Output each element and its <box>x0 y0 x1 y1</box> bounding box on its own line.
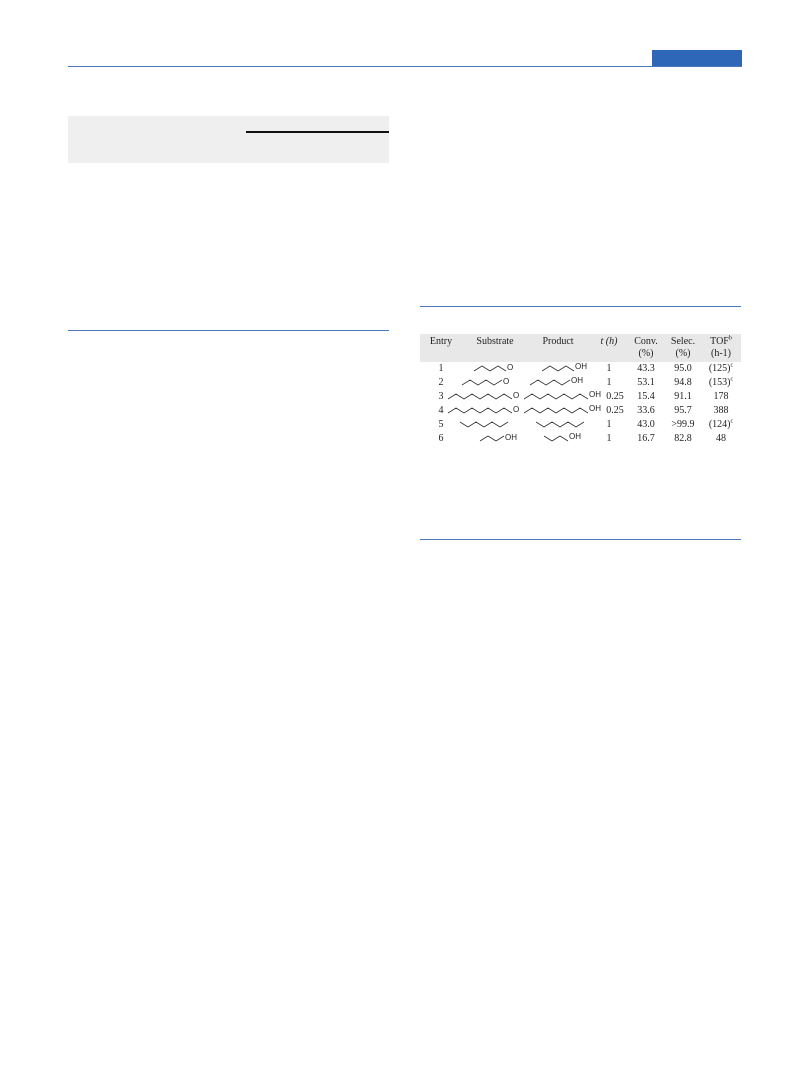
entry-cell: 1 <box>438 363 444 374</box>
tof-value: (153) <box>708 377 731 388</box>
conv-cell: 43.0 <box>637 419 655 430</box>
selec-cell: 95.0 <box>674 363 692 374</box>
tof-value: (125) <box>708 363 731 374</box>
tof-cell <box>704 405 738 417</box>
tof-cell <box>704 391 738 403</box>
tof-cell <box>704 433 738 445</box>
selec-cell: >99.9 <box>671 419 695 430</box>
table-row <box>420 432 741 446</box>
time-cell: 1 <box>606 377 612 388</box>
substrate-structure <box>470 362 546 375</box>
product-group-label: OH <box>569 432 581 441</box>
table-row <box>420 418 741 432</box>
header-time: t (h) <box>600 336 618 347</box>
substrate-group-label: O <box>507 363 514 372</box>
substrate-structure <box>448 390 524 403</box>
table-row <box>420 376 741 390</box>
time-cell: 1 <box>606 419 612 430</box>
tof-cell <box>704 419 738 431</box>
selec-cell: 95.7 <box>674 405 692 416</box>
header-product: Product <box>542 336 574 347</box>
time-cell: 1 <box>606 363 612 374</box>
substrate-group-label: O <box>513 405 520 414</box>
table-row <box>420 362 741 376</box>
substrate-structure <box>448 404 524 417</box>
entry-cell: 3 <box>438 391 444 402</box>
substrate-structure <box>462 376 538 389</box>
product-structure <box>524 404 604 417</box>
tof-value: 178 <box>713 391 729 402</box>
header-selec: Selec. <box>670 336 696 347</box>
selec-cell: 91.1 <box>674 391 692 402</box>
substrate-group-label: OH <box>505 433 517 442</box>
table-header <box>420 334 741 362</box>
conv-cell: 43.3 <box>637 363 655 374</box>
conv-cell: 53.1 <box>637 377 655 388</box>
time-cell: 0.25 <box>606 391 624 402</box>
tof-value: 388 <box>713 405 729 416</box>
header-entry: Entry <box>429 336 453 347</box>
product-group-label: OH <box>575 362 587 371</box>
time-cell: 1 <box>606 433 612 444</box>
table-top-rule <box>420 306 741 307</box>
product-structure <box>524 390 604 403</box>
product-group-label: OH <box>589 404 601 413</box>
table-row <box>420 390 741 404</box>
tof-cell <box>704 377 738 389</box>
conv-cell: 15.4 <box>637 391 655 402</box>
tof-footnote-mark: c <box>730 418 734 425</box>
selec-cell: 94.8 <box>674 377 692 388</box>
conv-cell: 16.7 <box>637 433 655 444</box>
header-tab <box>652 50 742 66</box>
tof-cell <box>704 363 738 375</box>
conv-cell: 33.6 <box>637 405 655 416</box>
tof-value: 48 <box>716 433 726 444</box>
substrate-group-label: O <box>503 377 510 386</box>
entry-cell: 6 <box>438 433 444 444</box>
header-tof-unit: (h-1) <box>711 348 731 359</box>
header-rule <box>68 66 742 67</box>
tof-footnote-mark: c <box>730 376 734 383</box>
entry-cell: 5 <box>438 419 444 430</box>
header-tof: TOF$^b$ <box>710 335 732 347</box>
product-group-label: OH <box>589 390 601 399</box>
entry-cell: 4 <box>438 405 444 416</box>
header-substrate: Substrate <box>476 336 514 347</box>
header-conv-unit: (%) <box>638 348 654 359</box>
left-box-rule <box>246 131 389 133</box>
selec-cell: 82.8 <box>674 433 692 444</box>
substrate-structure <box>458 418 534 431</box>
header-conv: Conv. <box>634 336 658 347</box>
table-bottom-rule <box>420 539 741 540</box>
tof-value: (124) <box>708 419 731 430</box>
table-row <box>420 404 741 418</box>
time-cell: 0.25 <box>606 405 624 416</box>
left-section-rule <box>68 330 389 331</box>
product-group-label: OH <box>571 376 583 385</box>
left-shaded-box <box>68 116 389 163</box>
entry-cell: 2 <box>438 377 444 388</box>
tof-footnote-mark: c <box>730 362 734 369</box>
header-selec-unit: (%) <box>675 348 691 359</box>
substrate-group-label: O <box>513 391 520 400</box>
